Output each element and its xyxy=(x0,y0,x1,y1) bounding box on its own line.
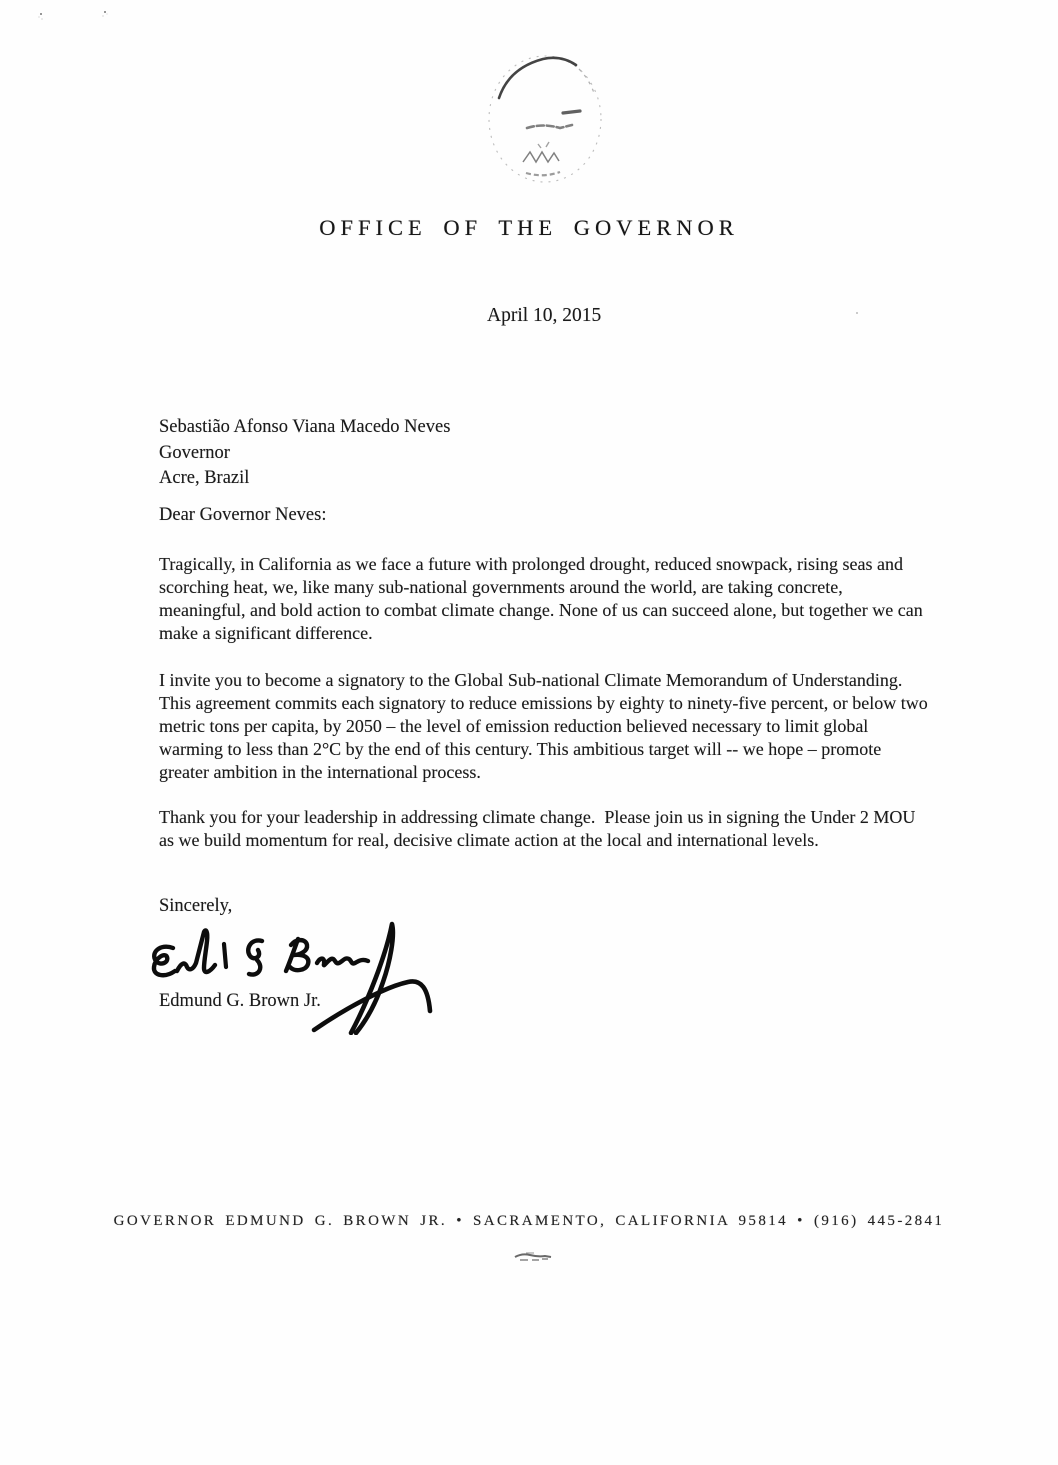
closing-valediction: Sincerely, xyxy=(159,896,233,916)
union-bug-mark xyxy=(512,1250,554,1262)
body-paragraph-1: Tragically, in California as we face a future with prolonged drought, reduced snowpack, rising seas and scorching heat, we, like many sub-national governments around the world, are taking concrete, meaningful, and bold action to combat climate change. None of us can succeed alone, but together we can make a significant difference. xyxy=(159,554,928,643)
footer-address-line: GOVERNOR EDMUND G. BROWN JR. • SACRAMENTO, CALIFORNIA 95814 • (916) 445-2841 xyxy=(113,1213,945,1229)
recipient-title: Governor xyxy=(159,442,230,463)
scan-noise-speck xyxy=(856,312,858,314)
recipient-location: Acre, Brazil xyxy=(159,468,250,488)
salutation: Dear Governor Neves: xyxy=(159,505,327,525)
scan-noise-speck xyxy=(40,13,42,15)
body-paragraph-3: Thank you for your leadership in addressing climate change. Please join us in signing the Under 2 MOU as we build momentum for real, decisive climate action at the local and international levels. xyxy=(159,807,920,850)
recipient-name: Sebastião Afonso Viana Macedo Neves xyxy=(159,417,451,437)
scan-noise-speck xyxy=(104,11,106,13)
recipient-address-block xyxy=(159,415,450,492)
handwritten-signature-icon xyxy=(146,915,441,1035)
closing-typed-name: Edmund G. Brown Jr. xyxy=(159,991,321,1011)
california-state-seal-icon xyxy=(483,52,609,188)
letter-date: April 10, 2015 xyxy=(487,305,602,326)
body-paragraph-2: I invite you to become a signatory to the Global Sub-national Climate Memorandum of Understanding. This agreement commits each signatory to reduce emissions by eighty to ninety-five percent, or below two metric tons per capita, by 2050 – the level of emission reduction believed necessary to limit global warming to less than 2°C by the end of this century. This ambitious target will -- we hope – promote greater ambition in the international process. xyxy=(159,670,933,782)
letterhead-office-title: OFFICE OF THE GOVERNOR xyxy=(319,215,739,240)
